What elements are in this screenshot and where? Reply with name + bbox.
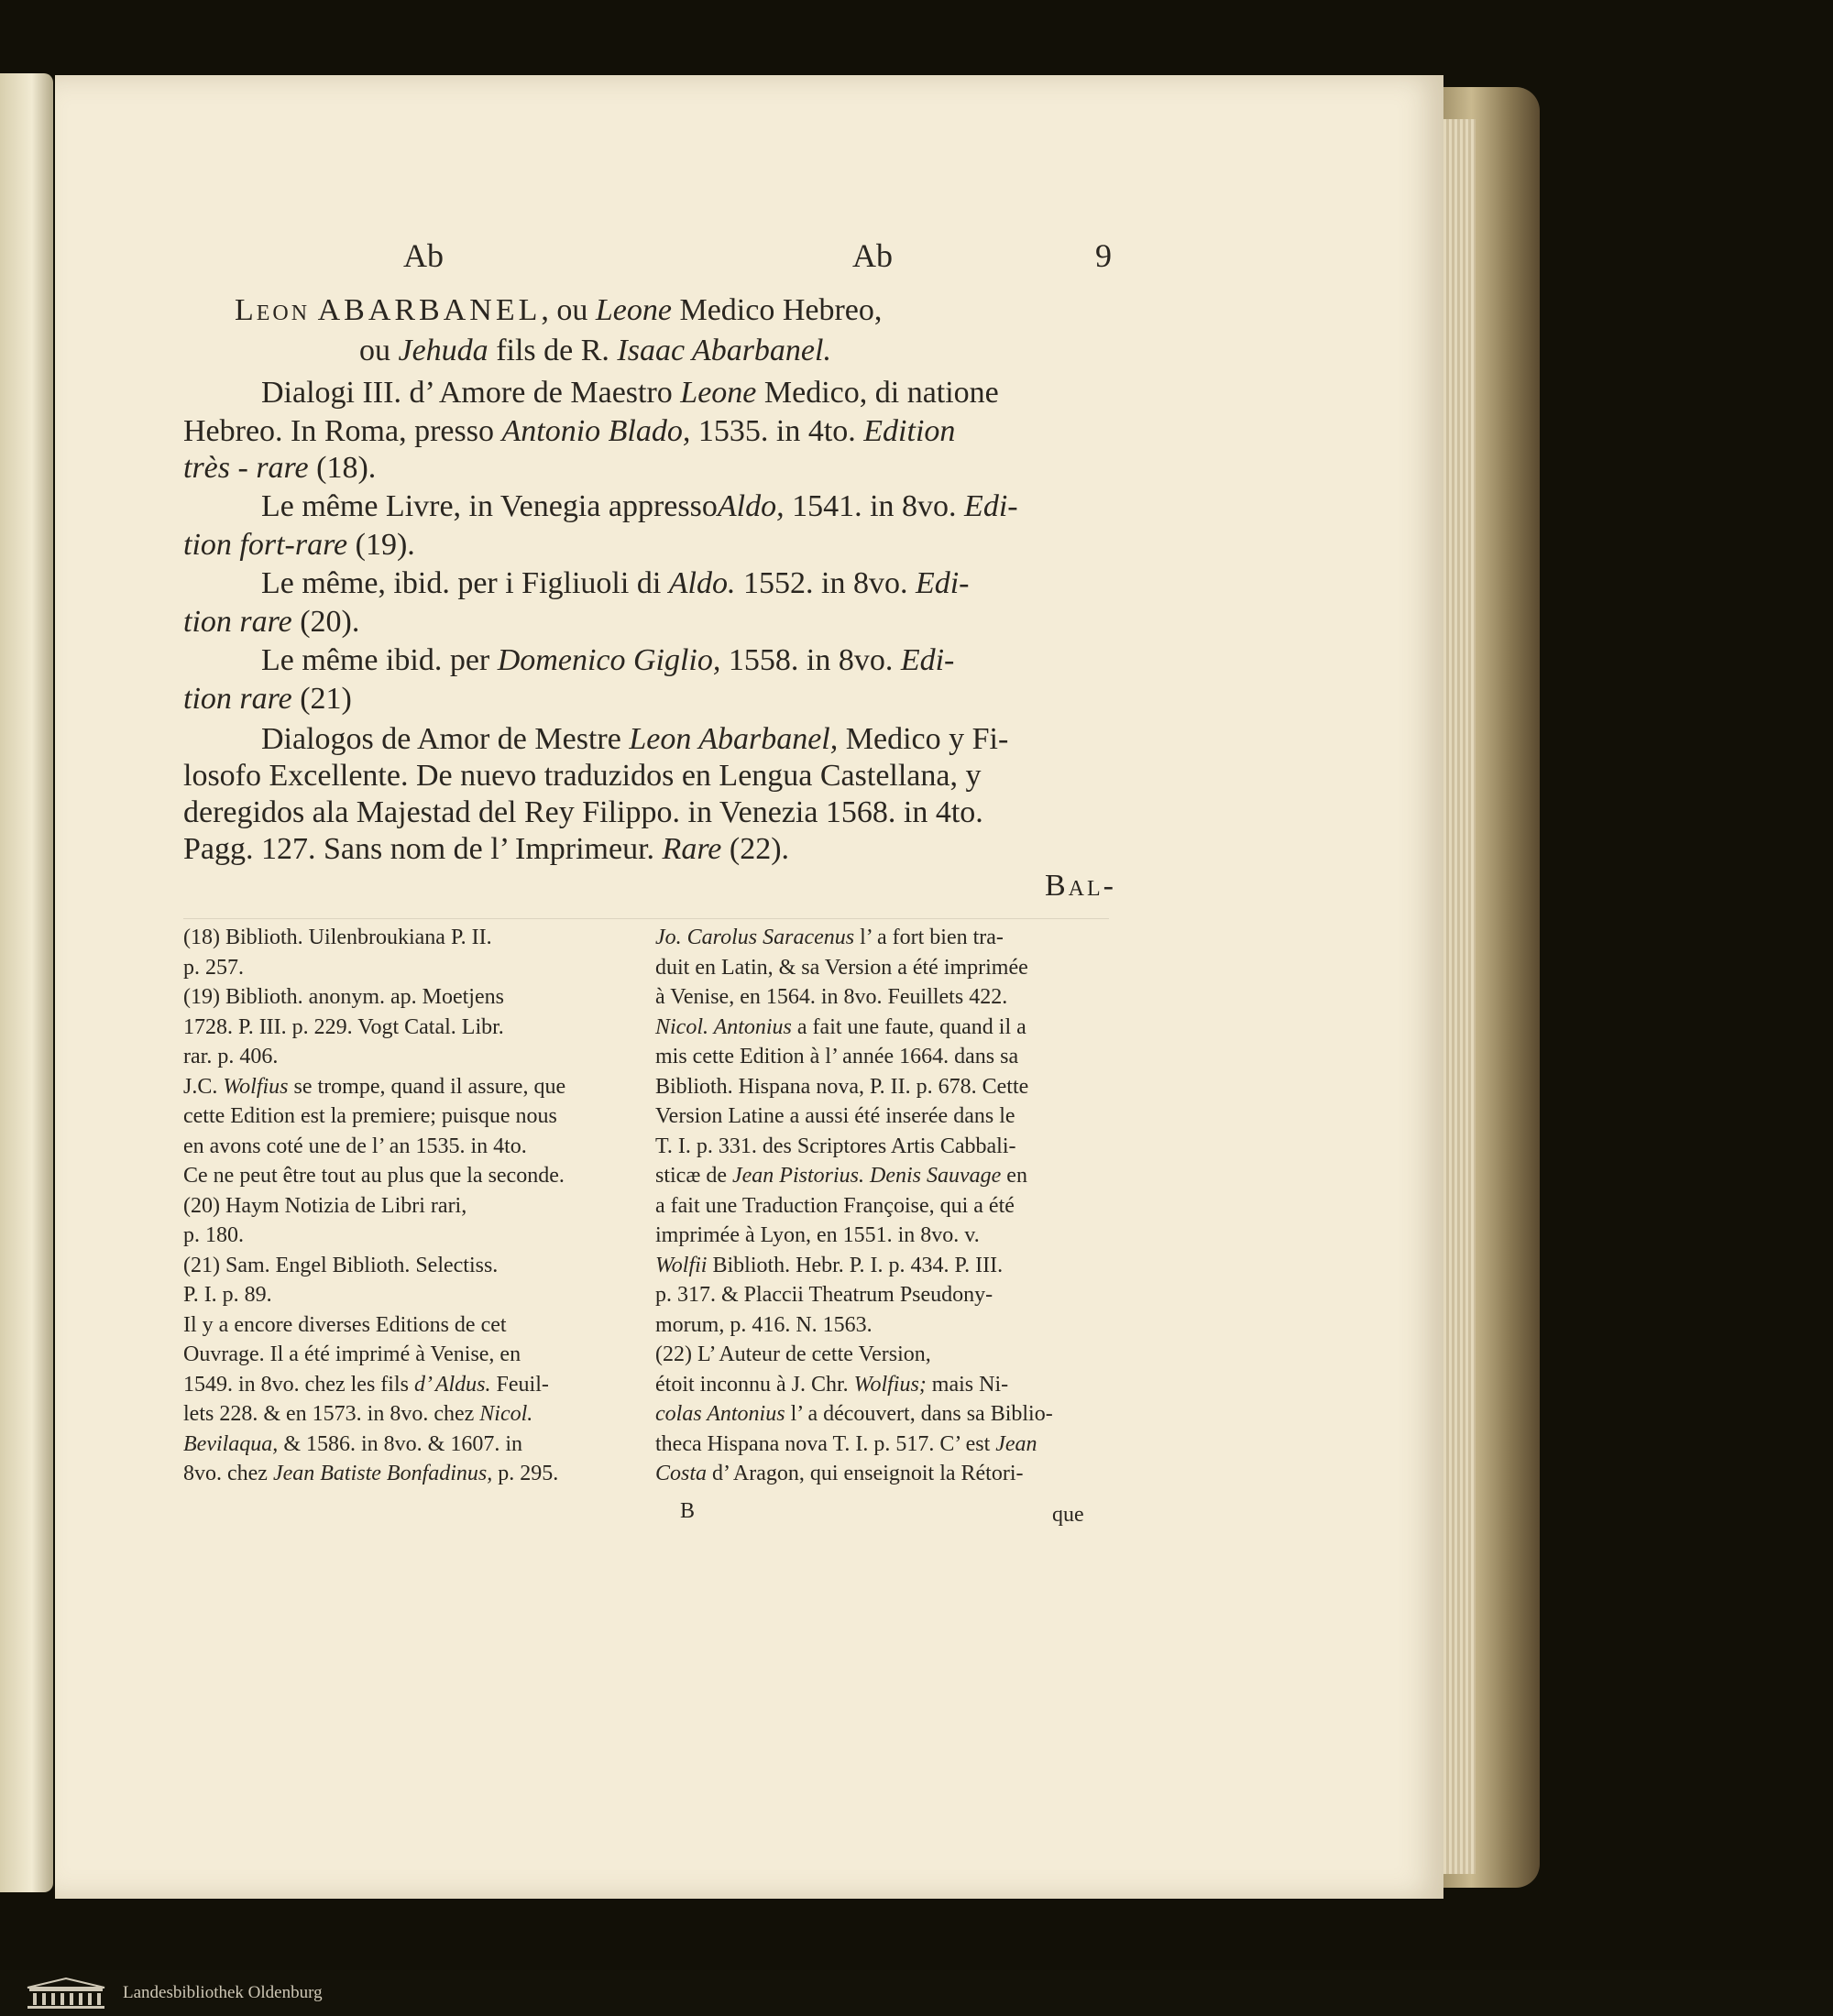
footnote-line: en avons coté une de l’ an 1535. in 4to.: [183, 1134, 527, 1158]
footnote-line: Version Latine a aussi été inserée dans le: [655, 1104, 1015, 1128]
footnote-line: 8vo. chez Jean Batiste Bonfadinus, p. 295.: [183, 1462, 559, 1485]
footnote-line: (21) Sam. Engel Biblioth. Selectiss.: [183, 1253, 499, 1277]
footnote-line: morum, p. 416. N. 1563.: [655, 1312, 873, 1337]
footnote-line: T. I. p. 331. des Scriptores Artis Cabbali-: [655, 1134, 1016, 1158]
body-line: tion rare (20).: [183, 605, 360, 639]
alias: Jehuda: [398, 334, 488, 367]
footnote-line: rar. p. 406.: [183, 1045, 279, 1068]
footnote-line: (19) Biblioth. anonym. ap. Moetjens: [183, 985, 504, 1009]
body-line: tion rare (21): [183, 682, 352, 716]
author-firstname: Leon: [235, 293, 311, 327]
column-separator: [183, 918, 1109, 919]
entry-heading-line-1: Leon ABARBANEL, ou Leone Medico Hebreo,: [235, 293, 883, 327]
footnote-line: Bevilaqua, & 1586. in 8vo. & 1607. in: [183, 1431, 522, 1456]
footnote-line: à Venise, en 1564. in 8vo. Feuillets 422.: [655, 985, 1008, 1009]
body-line: Le même Livre, in Venegia appressoAldo, 1541. in 8vo. Edi-: [261, 489, 1018, 523]
alias: Isaac Abarbanel.: [617, 334, 831, 367]
entry-heading-line-2: ou Jehuda fils de R. Isaac Abarbanel.: [359, 334, 831, 367]
footnote-line: theca Hispana nova T. I. p. 517. C’ est Jean: [655, 1431, 1037, 1456]
previous-page-edge: [0, 73, 53, 1892]
footnote-line: colas Antonius l’ a découvert, dans sa Biblio-: [655, 1402, 1053, 1426]
footnote-line: Biblioth. Hispana nova, P. II. p. 678. Cette: [655, 1074, 1029, 1099]
footnote-line: sticæ de Jean Pistorius. Denis Sauvage en: [655, 1164, 1027, 1188]
body-line: Le même ibid. per Domenico Giglio, 1558. in 8vo. Edi-: [261, 643, 955, 677]
body-line: Dialogi III. d’ Amore de Maestro Leone Medico, di natione: [261, 376, 999, 410]
body-line: Pagg. 127. Sans nom de l’ Imprimeur. Rare (22).: [183, 832, 790, 866]
library-building-icon: [20, 1976, 112, 2011]
catchword-bottom: que: [1052, 1503, 1084, 1527]
footnote-line: (18) Biblioth. Uilenbroukiana P. II.: [183, 926, 492, 949]
footnote-line: p. 180.: [183, 1223, 244, 1247]
footnote-line: 1549. in 8vo. chez les fils d’ Aldus. Feuil-: [183, 1372, 549, 1397]
page-stack-edge: [1441, 119, 1476, 1874]
footnote-line: (20) Haym Notizia de Libri rari,: [183, 1193, 467, 1218]
footnote-line: Ouvrage. Il a été imprimé à Venise, en: [183, 1342, 521, 1366]
footnote-line: (22) L’ Auteur de cette Version,: [655, 1342, 931, 1366]
body-line: Le même, ibid. per i Figliuoli di Aldo. 1552. in 8vo. Edi-: [261, 566, 970, 600]
footnote-line: Jo. Carolus Saracenus l’ a fort bien tra-: [655, 926, 1004, 949]
catchword: Bal-: [1045, 869, 1116, 903]
footnote-line: J.C. Wolfius se trompe, quand il assure, que: [183, 1074, 566, 1099]
page-number: 9: [1095, 237, 1112, 274]
author-surname: ABARBANEL: [317, 293, 542, 327]
running-head-center: Ab: [852, 237, 893, 274]
footnote-line: Il y a encore diverses Editions de cet: [183, 1312, 507, 1337]
footnote-line: 1728. P. III. p. 229. Vogt Catal. Libr.: [183, 1014, 504, 1039]
footnote-line: Ce ne peut être tout au plus que la seconde.: [183, 1164, 565, 1188]
library-name: Landesbibliothek Oldenburg: [123, 1983, 323, 2002]
footnote-line: p. 257.: [183, 955, 244, 980]
footnote-line: Costa d’ Aragon, qui enseignoit la Rétori-: [655, 1462, 1024, 1485]
body-line: deregidos ala Majestad del Rey Filippo. in Venezia 1568. in 4to.: [183, 795, 983, 829]
footer-bar: [0, 1970, 1833, 2016]
body-line: tion fort-rare (19).: [183, 528, 415, 562]
footnote-line: P. I. p. 89.: [183, 1283, 272, 1307]
body-line: très - rare (18).: [183, 451, 377, 485]
footnote-line: étoit inconnu à J. Chr. Wolfius; mais Ni-: [655, 1372, 1009, 1397]
footnote-line: Nicol. Antonius a fait une faute, quand il a: [655, 1014, 1026, 1039]
running-head-left: Ab: [403, 237, 444, 274]
footnote-line: mis cette Edition à l’ année 1664. dans sa: [655, 1045, 1019, 1068]
footnote-line: a fait une Traduction Françoise, qui a été: [655, 1193, 1015, 1218]
footnote-line: imprimée à Lyon, en 1551. in 8vo. v.: [655, 1223, 980, 1247]
footnote-line: duit en Latin, & sa Version a été imprimée: [655, 955, 1028, 980]
footnote-line: Wolfii Biblioth. Hebr. P. I. p. 434. P. III.: [655, 1253, 1004, 1277]
footnote-line: cette Edition est la premiere; puisque nous: [183, 1104, 557, 1128]
alias: Leone: [595, 293, 672, 327]
signature-mark: B: [680, 1499, 696, 1523]
body-line: Dialogos de Amor de Mestre Leon Abarbanel, Medico y Fi-: [261, 722, 1009, 756]
footnote-line: lets 228. & en 1573. in 8vo. chez Nicol.: [183, 1402, 533, 1426]
footnote-line: p. 317. & Placcii Theatrum Pseudony-: [655, 1283, 993, 1307]
body-line: losofo Excellente. De nuevo traduzidos en Lengua Castellana, y: [183, 759, 982, 793]
body-line: Hebreo. In Roma, presso Antonio Blado, 1535. in 4to. Edition: [183, 414, 956, 448]
